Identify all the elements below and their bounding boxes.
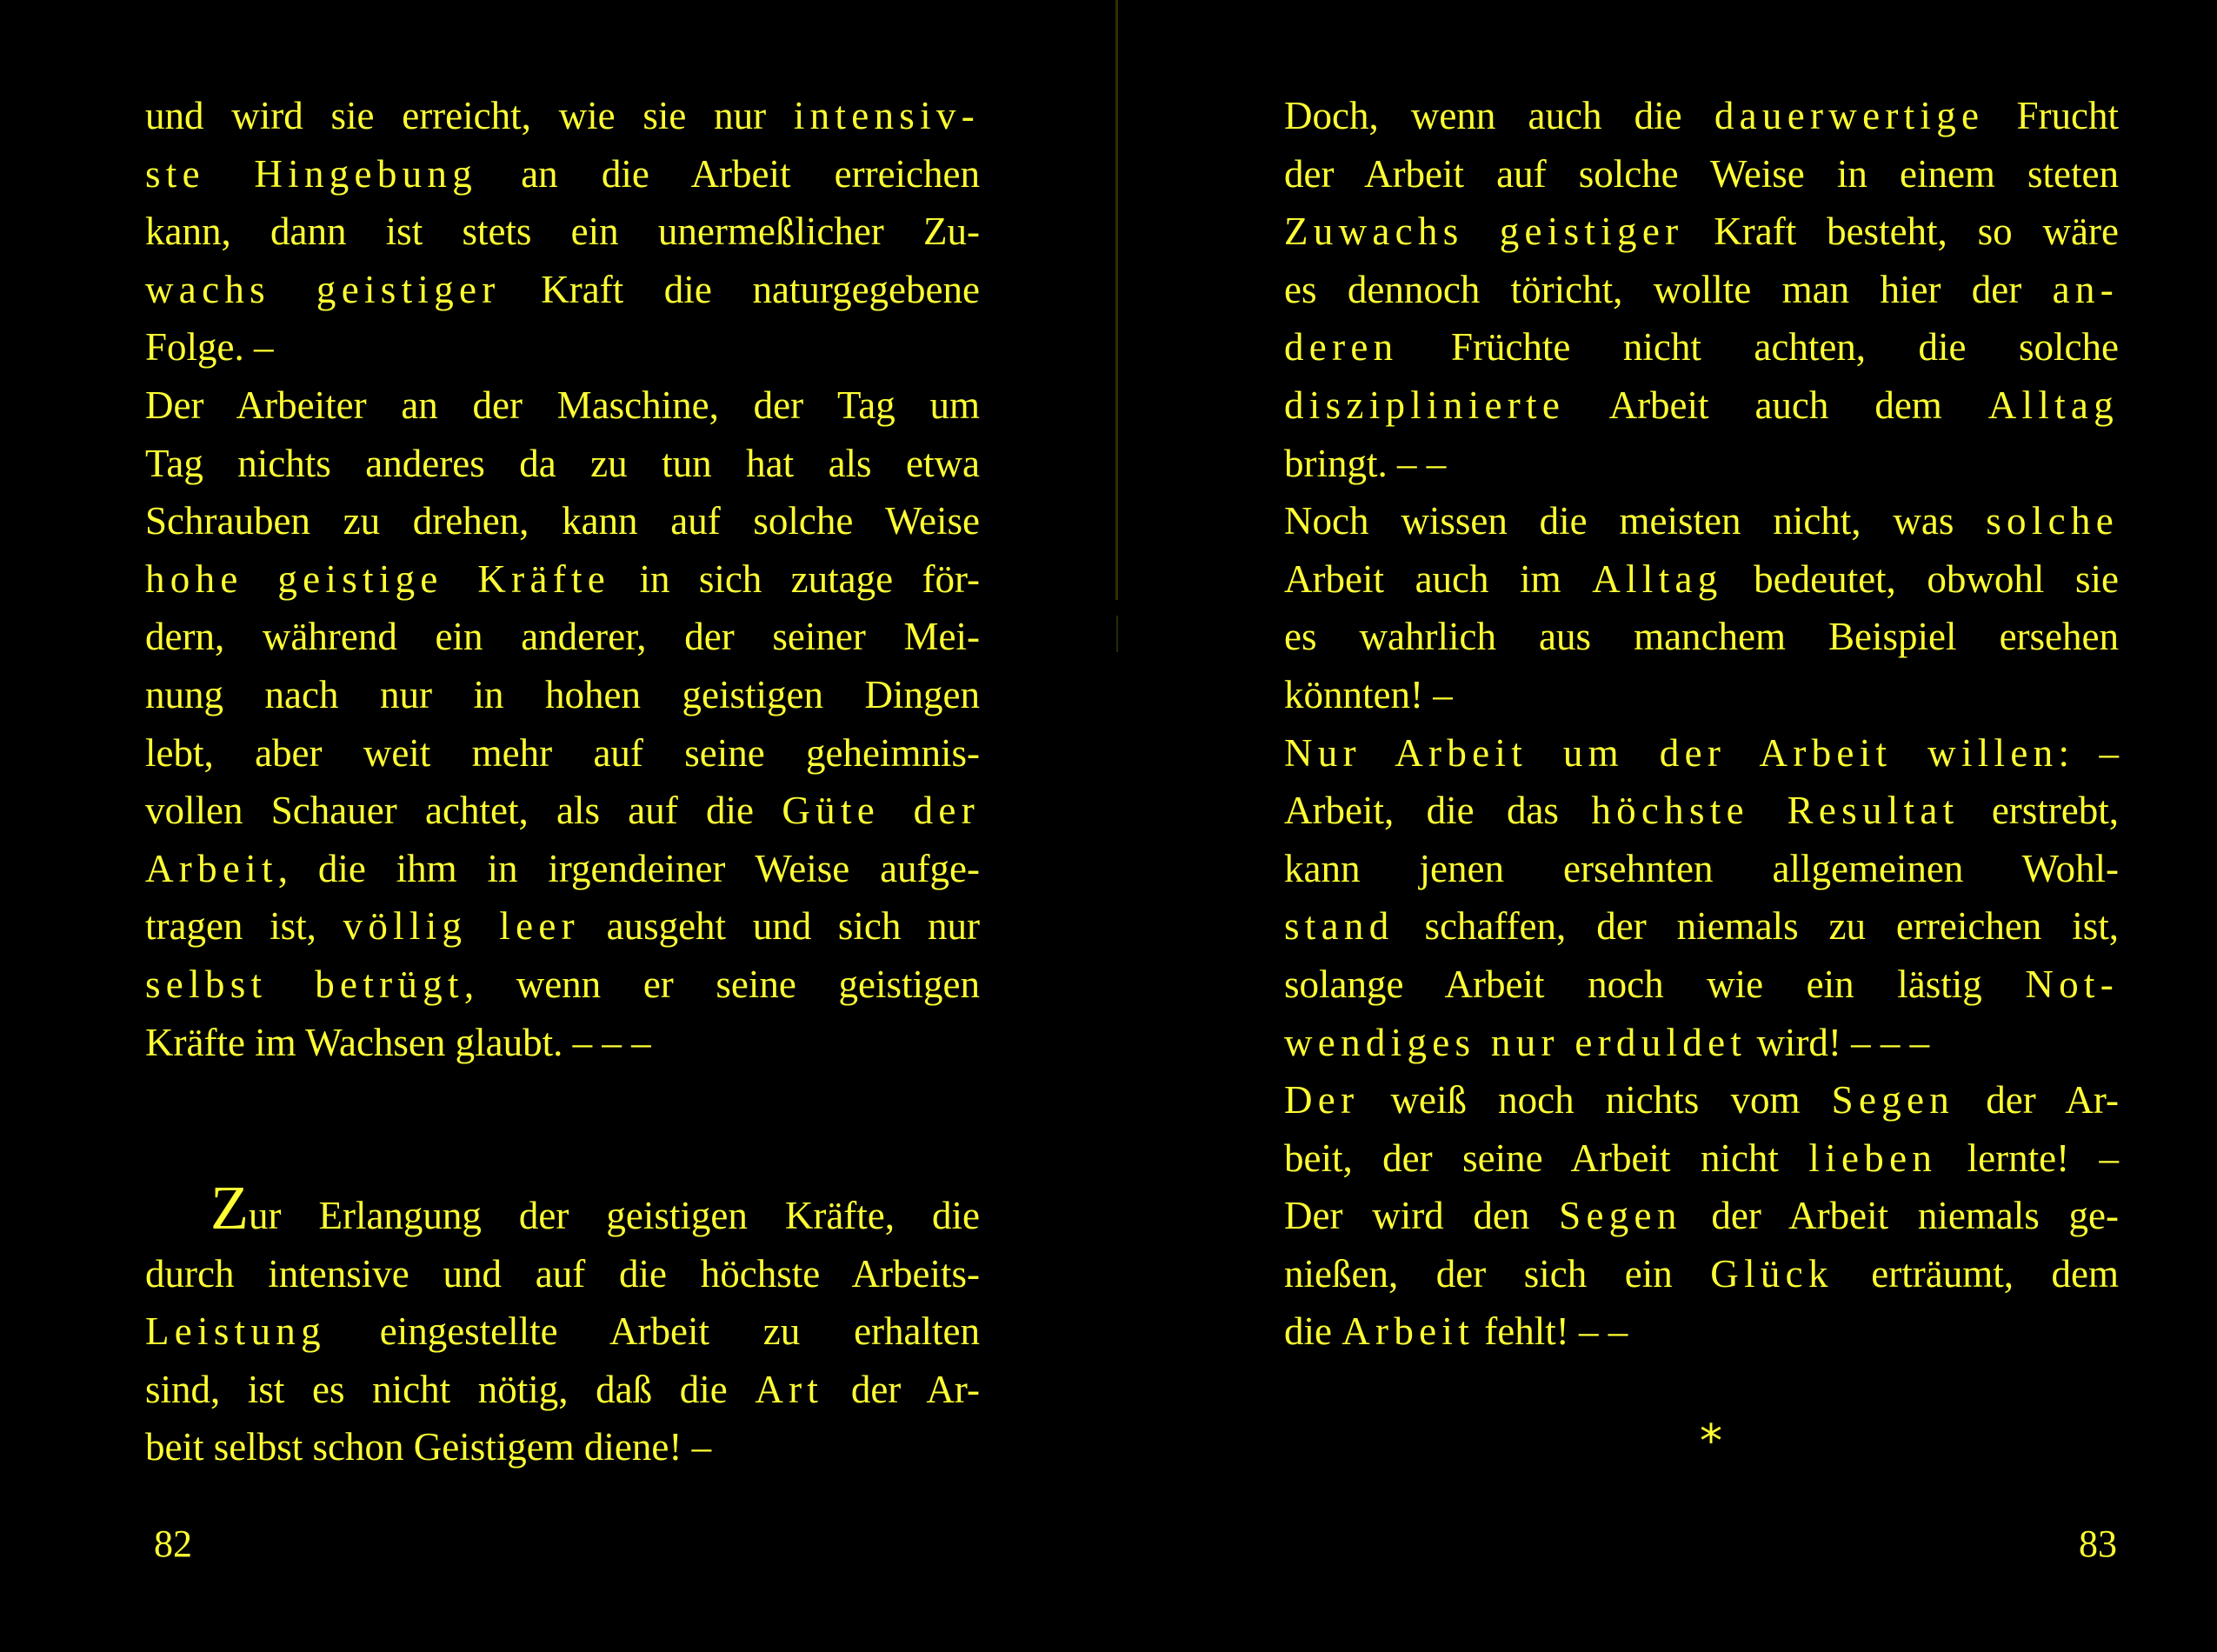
text-line: dern, während ein anderer, der seiner Mei-	[145, 615, 980, 659]
text-line: wendiges nur erduldet wird! – – –	[1284, 1020, 1930, 1064]
text-line: Leistung eingestellte Arbeit zu erhalten	[145, 1309, 980, 1354]
text-line: Folge. –	[145, 325, 274, 370]
text-line: bringt. – –	[1284, 441, 1447, 485]
text-line: Tag nichts anderes da zu tun hat als etwa	[145, 441, 980, 485]
text-line: Der weiß noch nichts vom Segen der Ar-	[1284, 1078, 2119, 1122]
text-line: könnten! –	[1284, 672, 1453, 716]
text-line: kann jenen ersehnten allgemeinen Wohl-	[1284, 846, 2119, 890]
text-line: Arbeit auch im Alltag bedeutet, obwohl sie	[1284, 556, 2119, 601]
text-line: Kräfte im Wachsen glaubt. – – –	[145, 1020, 651, 1064]
text-line: tragen ist, völlig leer ausgeht und sich nur	[145, 904, 981, 949]
text-line: lebt, aber weit mehr auf seine geheimnis-	[145, 730, 980, 775]
text-line: beit selbst schon Geistigem diene! –	[145, 1425, 712, 1469]
right-text-block	[1284, 87, 2119, 1361]
text-line: Doch, wenn auch die dauerwertige Frucht	[1284, 94, 2119, 137]
text-line: solange Arbeit noch wie ein lästig Not-	[1284, 962, 2119, 1006]
text-line: es wahrlich aus manchem Beispiel ersehen	[1284, 615, 2119, 659]
text-line: sind, ist es nicht nötig, daß die Art der Ar-	[145, 1367, 980, 1411]
text-line: Arbeit, die ihm in irgendeiner Weise aufge-	[145, 846, 980, 890]
page-number: 83	[2079, 1522, 2117, 1565]
text-line: Zuwachs geistiger Kraft besteht, so wäre	[1284, 210, 2119, 254]
text-line: Noch wissen die meisten nicht, was solche	[1284, 499, 2119, 543]
text-line: Nur Arbeit um der Arbeit willen: –	[1284, 730, 2119, 775]
text-line: der Arbeit auf solche Weise in einem steten	[1284, 151, 2119, 196]
text-line: deren Früchte nicht achten, die solche	[1284, 325, 2119, 370]
text-line: hohe geistige Kräfte in sich zutage för-	[145, 556, 981, 601]
text-line: Der wird den Segen der Arbeit niemals ge-	[1284, 1194, 2119, 1238]
asterisk-ornament-icon: *	[1700, 1416, 1722, 1468]
text-line: ste Hingebung an die Arbeit erreichen	[145, 151, 980, 196]
left-page	[0, 0, 1108, 1652]
text-line: die Arbeit fehlt! – –	[1284, 1309, 1628, 1354]
text-line: Arbeit, die das höchste Resultat erstrebt,	[1284, 789, 2119, 833]
text-line: disziplinierte Arbeit auch dem Alltag	[1284, 383, 2119, 427]
drop-initial: Z	[210, 1173, 249, 1243]
text-line: stand schaffen, der niemals zu erreichen ist,	[1284, 904, 2119, 949]
left-text-block	[145, 87, 980, 1476]
text-line: Schrauben zu drehen, kann auf solche Weise	[145, 499, 980, 543]
page-number: 82	[154, 1522, 192, 1565]
text-line: beit, der seine Arbeit nicht lieben lernte! –	[1284, 1136, 2120, 1180]
text-line: es dennoch töricht, wollte man hier der an-	[1284, 267, 2119, 311]
text-line: nießen, der sich ein Glück erträumt, dem	[1284, 1251, 2119, 1296]
text-line: selbst betrügt, wenn er seine geistigen	[145, 962, 980, 1006]
text-line: Der Arbeiter an der Maschine, der Tag um	[145, 383, 980, 427]
text-line: vollen Schauer achtet, als auf die Güte der	[145, 789, 980, 833]
text-line: nung nach nur in hohen geistigen Dingen	[145, 672, 980, 716]
text-line: durch intensive und auf die höchste Arbeits-	[145, 1251, 980, 1296]
text-line: Zur Erlangung der geistigen Kräfte, die	[210, 1173, 980, 1243]
text-line: wachs geistiger Kraft die naturgegebene	[145, 267, 980, 311]
right-page	[1108, 0, 2217, 1652]
text-line: und wird sie erreicht, wie sie nur intensiv-	[145, 94, 980, 137]
text-line: kann, dann ist stets ein unermeßlicher Zu-	[145, 210, 980, 254]
